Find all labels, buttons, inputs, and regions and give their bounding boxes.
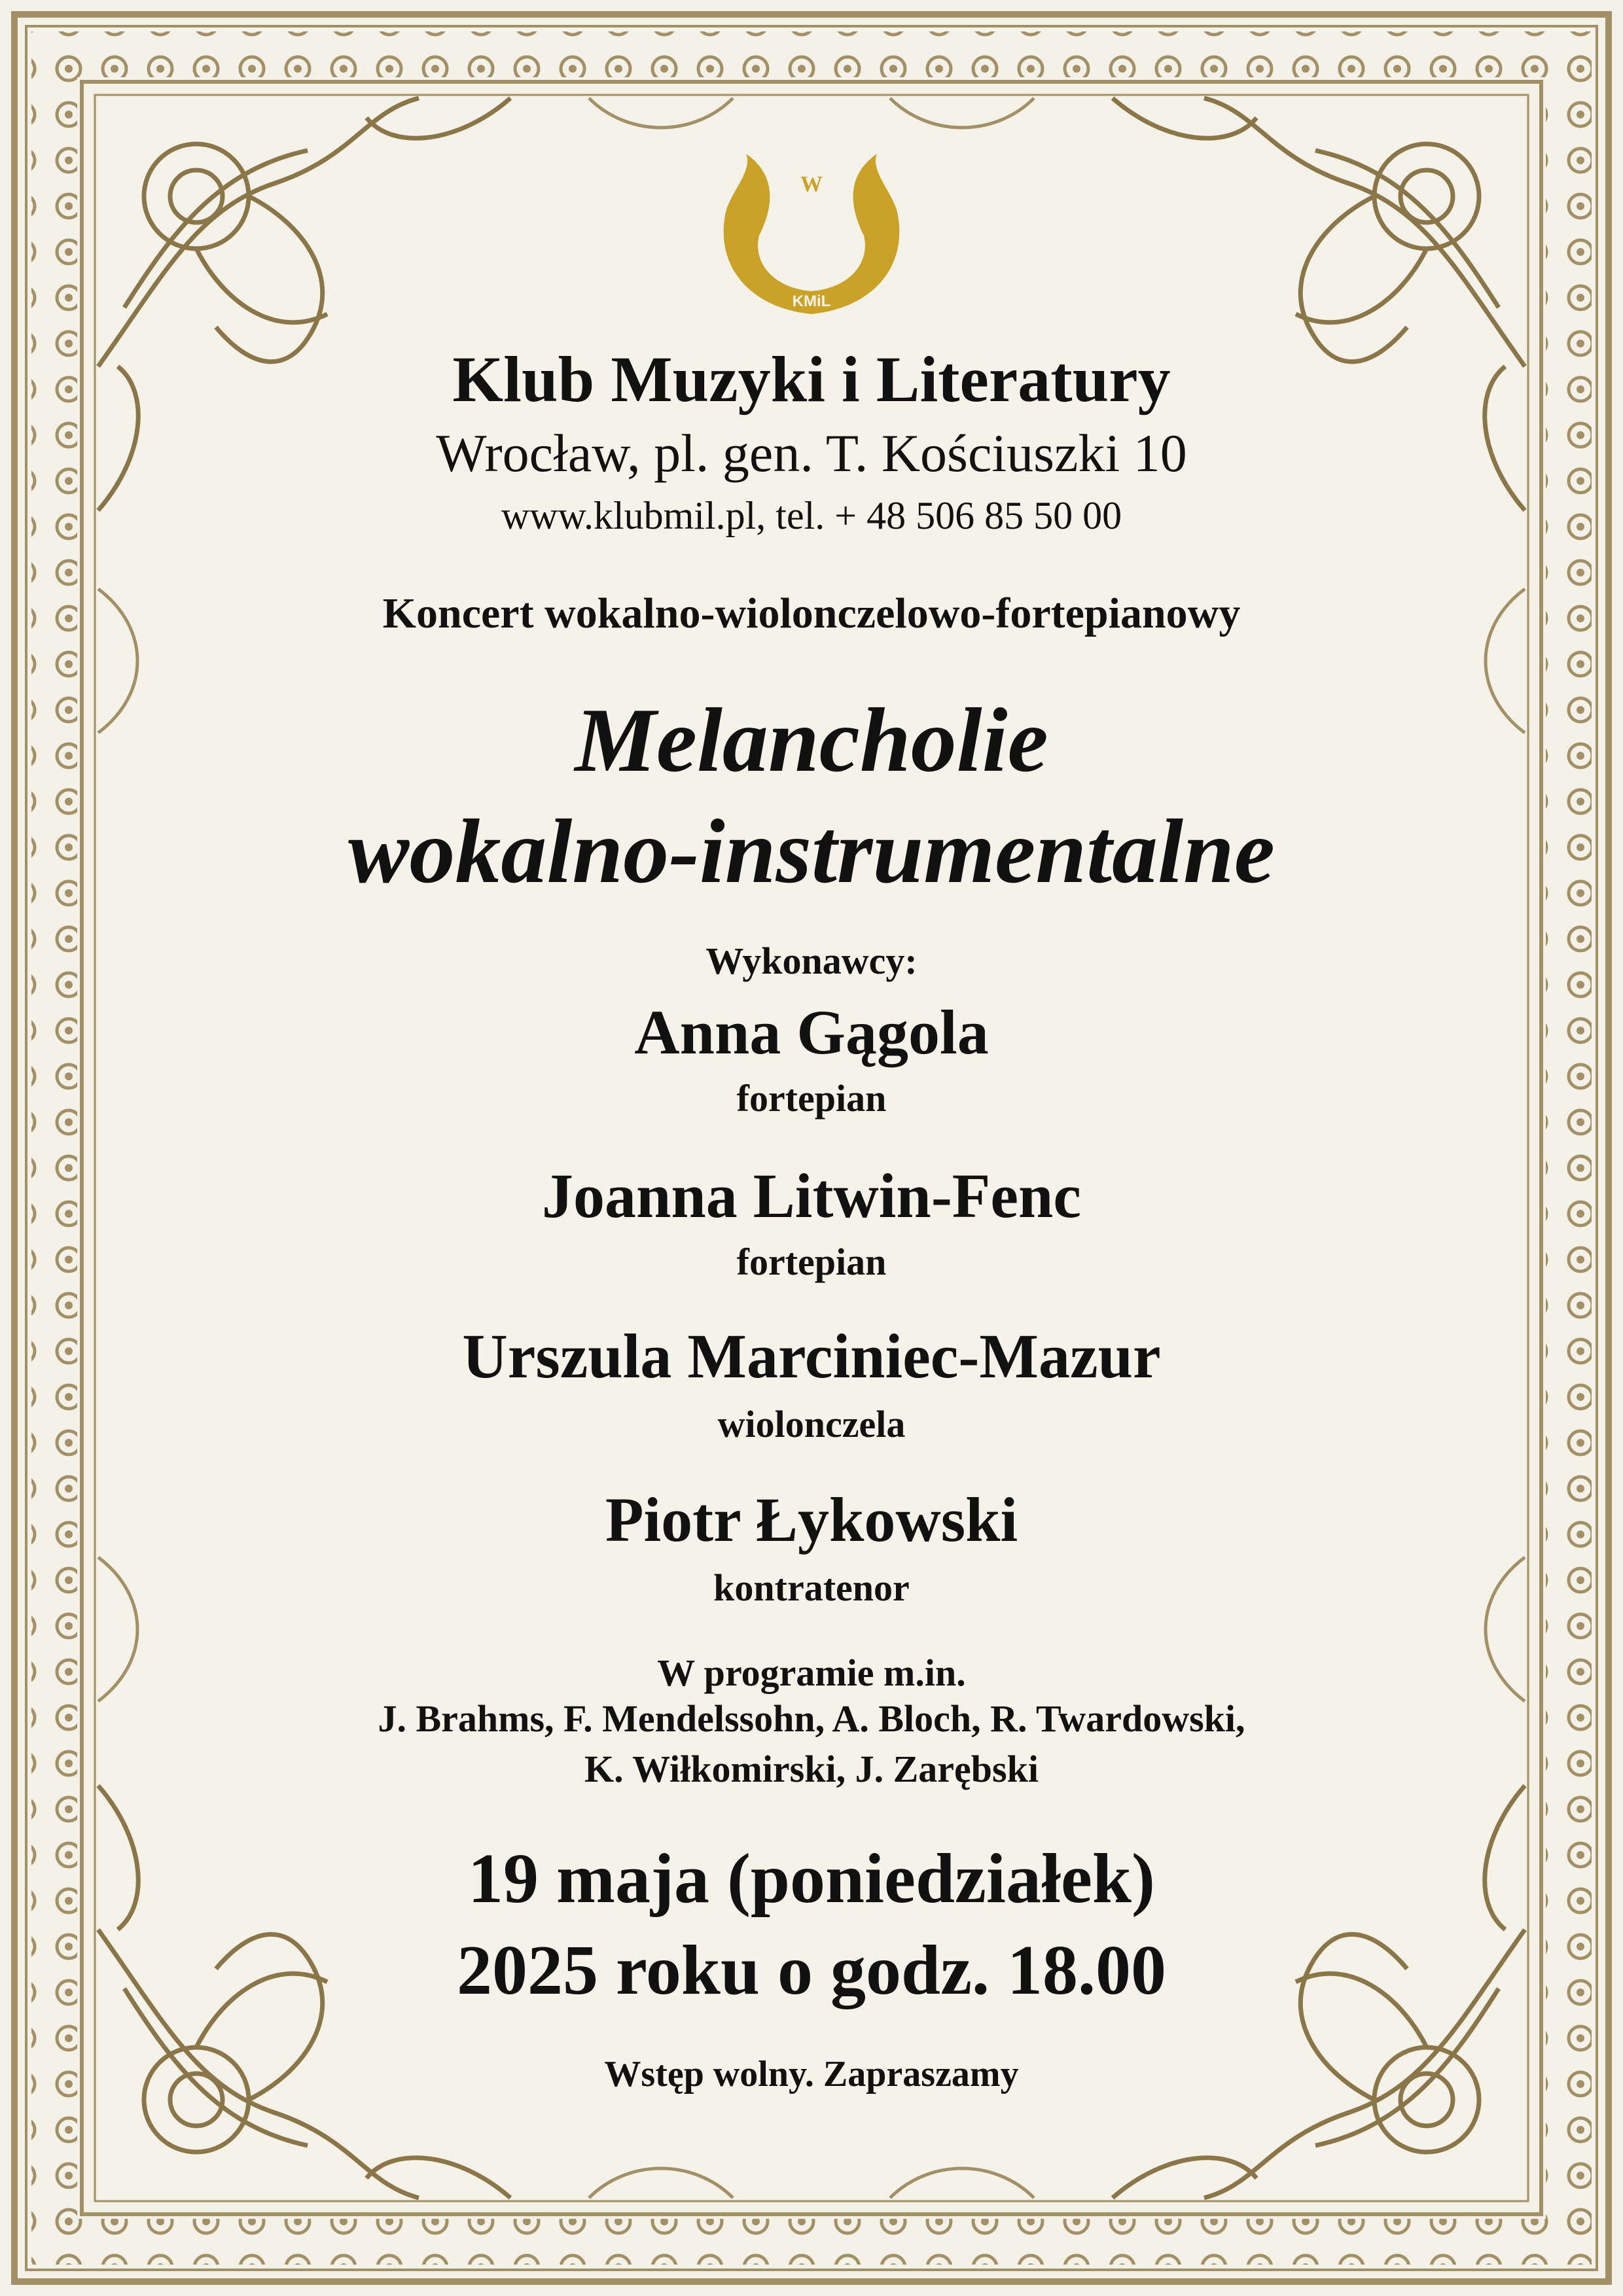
performer-name: Anna Gągola [634,997,989,1067]
concert-title-line2: wokalno-instrumentalne [348,801,1275,902]
performer-name: Joanna Litwin-Fenc [541,1161,1082,1231]
concert-type: Koncert wokalno-wiolonczelowo-fortepianowy [382,590,1241,637]
program-composers-line1: J. Brahms, F. Mendelssohn, A. Bloch, R. Twardowski, [378,1697,1245,1740]
club-name: Klub Muzyki i Literatury [452,343,1171,415]
logo-letter: W [800,172,823,196]
entry-note: Wstęp wolny. Zapraszamy [604,2054,1019,2094]
logo-caption: KMiL [792,292,831,310]
event-date: 19 maja (poniedziałek) [468,1840,1155,1918]
lyre-emblem-icon [707,150,916,321]
performers-heading: Wykonawcy: [705,940,918,982]
performer-name: Urszula Marciniec-Mazur [462,1321,1161,1391]
club-address: Wrocław, pl. gen. T. Kościuszki 10 [436,423,1187,483]
performer-name: Piotr Łykowski [605,1485,1018,1555]
program-heading: W programie m.in. [657,1651,966,1694]
performer-instrument: fortepian [736,1241,887,1283]
performer-instrument: wiolonczela [717,1403,906,1445]
program-composers-line2: K. Wiłkomirski, J. Zarębski [584,1748,1039,1790]
club-contact: www.klubmil.pl, tel. + 48 506 85 50 00 [501,494,1122,537]
event-time: 2025 roku o godz. 18.00 [456,1932,1167,2009]
concert-title-line1: Melancholie [575,690,1048,791]
performer-instrument: fortepian [736,1077,887,1120]
performer-instrument: kontratenor [713,1566,910,1609]
